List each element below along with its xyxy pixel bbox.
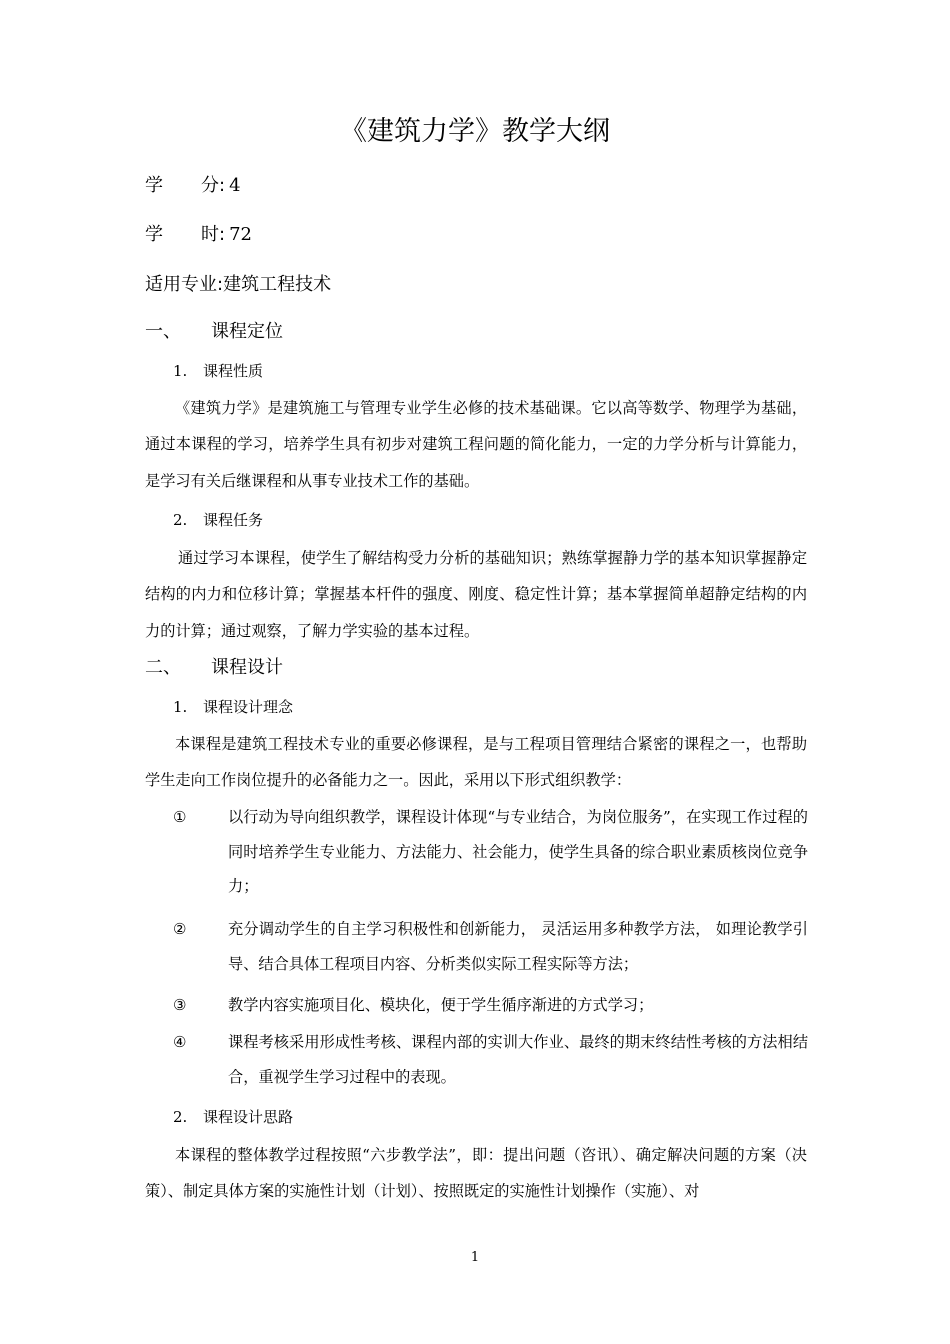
- page-number: 1: [470, 1250, 480, 1265]
- section1-number: 一、: [145, 321, 181, 342]
- credits-line: [145, 172, 241, 200]
- credits-label-a: 学: [145, 175, 163, 196]
- section2-sub2-title: 课程设计思路: [203, 1108, 294, 1126]
- design-idea-paragraph: 本课程的整体教学过程按照“六步教学法”，即：提出问题（咨讯）、确定解决问题的方案（决策）、制定具体方案的实施性计划（计划）、按照既定的实施性计划操作（实施）、对: [145, 1146, 807, 1201]
- major-line: [145, 271, 331, 299]
- list-item-marker: ④: [173, 1033, 187, 1051]
- list-item-text: 课程考核采用形成性考核、课程内部的实训大作业、最终的期末终结性考核的方法相结合，重视学生学习过程中的表现。: [228, 1033, 808, 1086]
- list-item-marker: ②: [173, 920, 187, 938]
- hours-value: 72: [229, 224, 252, 245]
- document-title: 《建筑力学》教学大纲: [340, 116, 610, 147]
- hours-sep: :: [219, 224, 226, 245]
- list-item-marker: ③: [173, 996, 187, 1014]
- course-nature-paragraph: 《建筑力学》是建筑施工与管理专业学生必修的技术基础课。它以高等数学、物理学为基础，通过本课程的学习，培养学生具有初步对建筑工程问题的简化能力，一定的力学分析与计算能力，是学习有关后继课程和从事专业技术工作的基础。: [145, 399, 807, 490]
- section2-heading: [145, 654, 283, 682]
- credits-label-b: 分: [201, 175, 219, 196]
- section2-sub1-title: 课程设计理念: [203, 698, 294, 716]
- section1-sub2-title: 课程任务: [203, 511, 264, 529]
- list-item-text: 充分调动学生的自主学习积极性和创新能力， 灵活运用多种教学方法， 如理论教学引导、结合具体工程项目内容、分析类似实际工程实际等方法；: [228, 920, 808, 973]
- major-value: 建筑工程技术: [223, 274, 332, 295]
- major-label: 适用专业: [145, 274, 217, 295]
- section2-sub2-heading: [173, 1105, 293, 1129]
- section1-sub1-number: 1.: [173, 362, 188, 380]
- hours-label-a: 学: [145, 224, 163, 245]
- list-item-text: 以行动为导向组织教学，课程设计体现“与专业结合，为岗位服务”，在实现工作过程的同时培养学生专业能力、方法能力、社会能力，使学生具备的综合职业素质核岗位竞争力；: [228, 808, 808, 895]
- section2-sub1-number: 1.: [173, 698, 188, 716]
- hours-line: [145, 221, 252, 249]
- list-item-text: 教学内容实施项目化、模块化，便于学生循序渐进的方式学习；: [228, 996, 654, 1014]
- section1-sub1-heading: [173, 359, 263, 383]
- section1-sub1-title: 课程性质: [203, 362, 264, 380]
- section2-sub2-number: 2.: [173, 1108, 188, 1126]
- credits-value: 4: [229, 175, 241, 196]
- section2-title: 课程设计: [211, 657, 283, 678]
- list-item-marker: ①: [173, 808, 187, 826]
- course-task-paragraph: 通过学习本课程，使学生了解结构受力分析的基础知识；熟练掌握静力学的基本知识掌握静定结构的内力和位移计算；掌握基本杆件的强度、刚度、稳定性计算；基本掌握简单超静定结构的内力的计算；通过观察，了解力学实验的基本过程。: [145, 549, 807, 640]
- hours-label-b: 时: [201, 224, 219, 245]
- major-sep: :: [217, 274, 224, 295]
- section2-sub1-heading: [173, 695, 293, 719]
- credits-sep: :: [219, 175, 226, 196]
- section1-sub2-number: 2.: [173, 511, 188, 529]
- design-concept-paragraph: 本课程是建筑工程技术专业的重要必修课程，是与工程项目管理结合紧密的课程之一，也帮助学生走向工作岗位提升的必备能力之一。因此，采用以下形式组织教学：: [145, 735, 807, 790]
- section1-title: 课程定位: [211, 321, 283, 342]
- section1-heading: [145, 318, 283, 346]
- section2-number: 二、: [145, 657, 181, 678]
- section1-sub2-heading: [173, 508, 263, 532]
